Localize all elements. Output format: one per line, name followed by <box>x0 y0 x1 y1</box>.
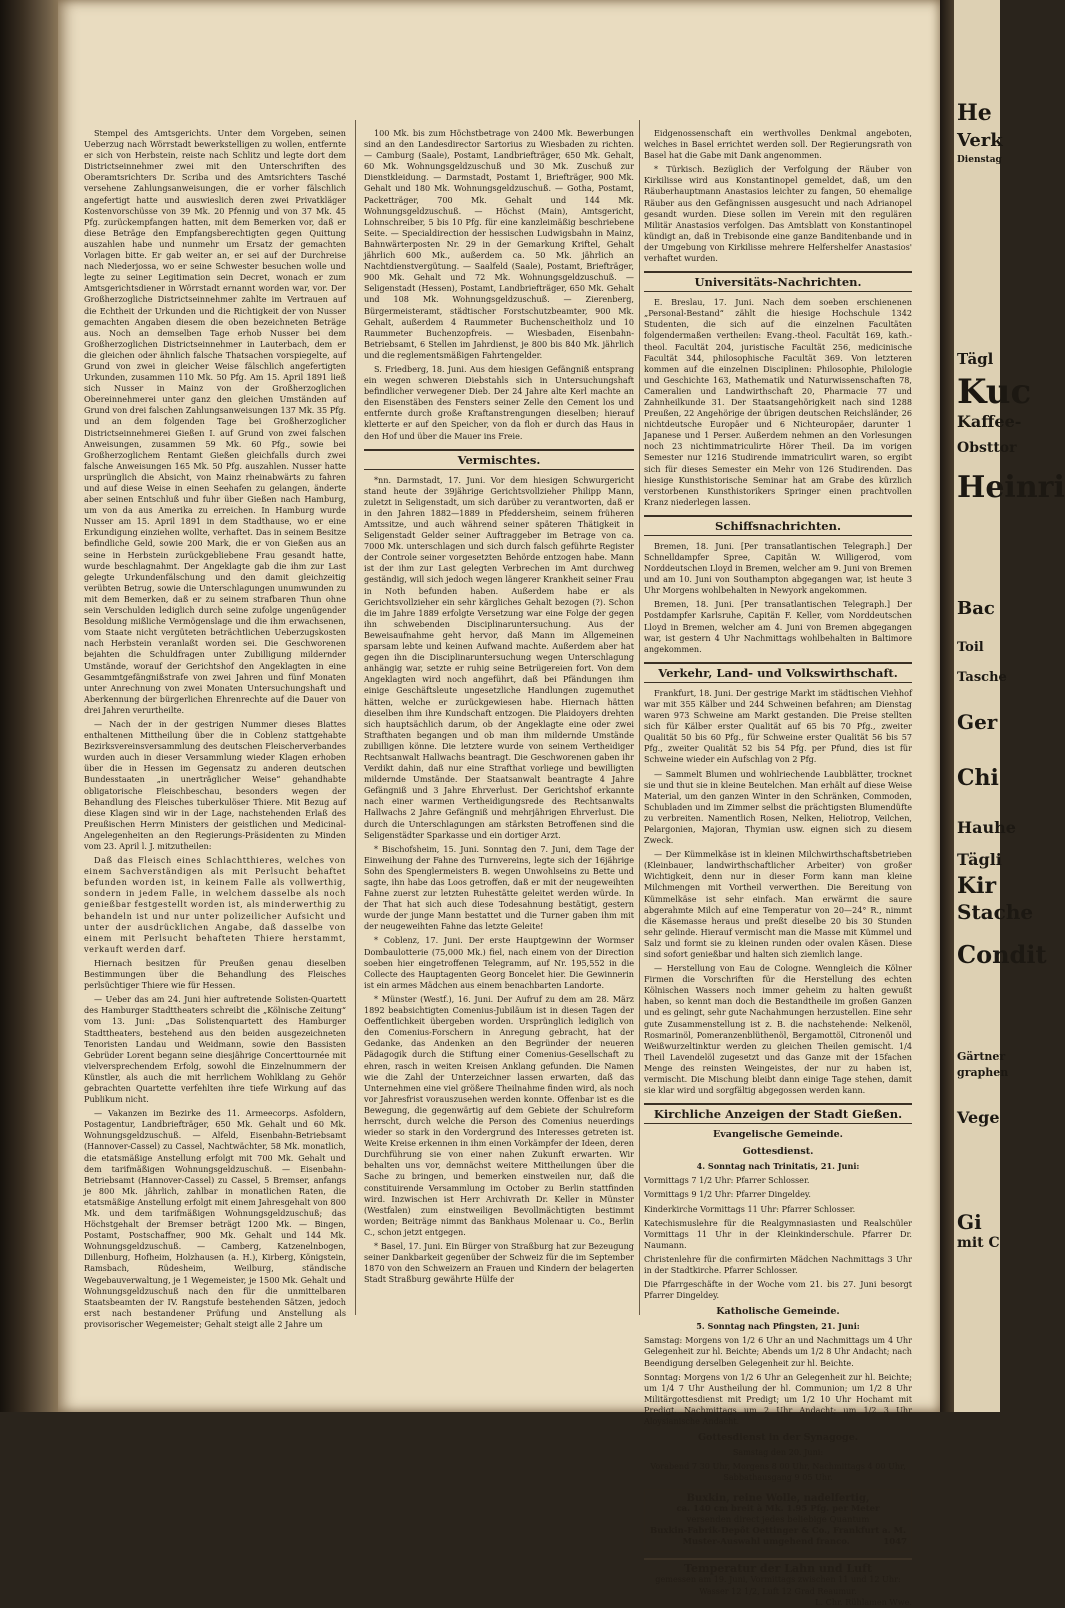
column-rule <box>355 120 356 1315</box>
service-line: Sonntag: Morgens von 1/2 6 Uhr an Gelegenheit zur hl. Beichte; um 1/4 7 Uhr Austheilung der hl. Communion; um 1/2 8 Uhr Militärgottesdienst mit Predigt; um 1/2 10 Uhr Hochamt mit Predigt. Nachmittags um 2 Uhr Andacht; um 1/2 3 Uhr Aloysianische Andacht. <box>644 1371 912 1426</box>
fragment-text: Chi <box>957 765 999 791</box>
article-paragraph: — Nach der in der gestrigen Nummer dieses Blattes enthaltenen Mittheilung über die in Coblenz stattgehabte Bezirksvereinsversammlung des deutschen Fleischerverbandes wurden auch in dieser Versammlung wieder Klagen erhoben über die in Hessen im Gegensatz zu anderen deutschen Bundesstaaten „in unerträglicher Weise“ gehandhabte obligatorische Fleischbeschau, besonders wegen der Behandlung des Fleisches tuberkulöser Thiere. Mit Bezug auf diese Klagen sind wir in der Lage, nachstehenden Erlaß des Preußischen Herrn Ministers der geistlichen und Medicinal-Angelegenheiten an den Regierungs-Präsidenten zu Minden vom 23. April l. J. mitzutheilen: <box>84 718 346 851</box>
column-3 <box>644 128 912 1607</box>
fragment-text: graphen <box>957 1066 1009 1079</box>
section-heading-vermischtes: Vermischtes. <box>364 449 634 470</box>
facing-page <box>954 0 1065 1412</box>
ad-line: Buxkin, reine Wolle, nadelfertig, <box>686 1493 870 1505</box>
subheading-evangelisch: Evangelische Gemeinde. <box>713 1129 843 1141</box>
fragment-text: Heinri <box>957 470 1065 505</box>
service-line: Kinderkirche Vormittags 11 Uhr: Pfarrer Schlosser. <box>644 1203 856 1214</box>
service-line: Samstag den 20. Juni: <box>732 1447 824 1458</box>
section-heading-schiffsnachrichten: Schiffsnachrichten. <box>644 515 912 536</box>
fragment-text: Obsttor <box>957 440 1017 456</box>
fragment-text: mit C <box>957 1235 1000 1251</box>
service-line: Christenlehre für die confirmirten Mädchen Nachmittags 3 Uhr in der Stadtkirche. Pfarrer Schlosser. <box>644 1253 912 1275</box>
service-line: Die Pfarrgeschäfte in der Woche vom 21. bis 27. Juni besorgt Pfarrer Dingeldey. <box>644 1279 912 1301</box>
article-paragraph: S. Friedberg, 18. Juni. Aus dem hiesigen Gefängniß entsprang ein wegen schweren Diebstahls sich in Untersuchungshaft befindlicher verwegener Dieb. Der 24 Jahre alte Kerl machte an den Eisenstäben des Fensters seiner Zelle den Cement los und entfernte durch große Kraftanstrengungen dieselben; hierauf kletterte er auf den Speicher, von da floh er durch das Haus in den Hof und über die Mauer ins Freie. <box>364 363 634 441</box>
service-line: 4. Sonntag nach Trinitatis, 21. Juni: <box>696 1161 860 1172</box>
article-paragraph: Bremen, 18. Juni. [Per transatlantischen Telegraph.] Der Postdampfer Karlsruhe, Capitän F. Keller, vom Norddeutschen Lloyd in Bremen, welcher am 4. Juni von Bremen abgegangen war, ist gestern 4 Uhr Nachmittags wohlbehalten in Baltimore angekommen. <box>644 599 912 654</box>
fragment-text: Condit <box>957 940 1047 969</box>
service-line: Vormittags 9 1/2 Uhr: Pfarrer Dingeldey. <box>644 1189 811 1200</box>
column-1 <box>84 128 346 1329</box>
article-paragraph: * Türkisch. Bezüglich der Verfolgung der Räuber von Kirkilisse wird aus Konstantinopel gemeldet, daß, um den Räuberhauptmann Anastasios leichter zu fangen, 50 ehemalige Räuber aus den Gefängnissen ausgesucht und nach Adrianopel gesandt wurden. Diese sollen im Verein mit den regulären Militär Anastasios verfolgen. Das Amtsblatt von Konstantinopel kündigt an, daß in Trebisonde eine ganze Banditenbande und in der Umgebung von Kirkilisse mehrere Helfershelfer Anastasios' verhaftet wurden. <box>644 164 912 264</box>
article-paragraph: — Herstellung von Eau de Cologne. Wenngleich die Kölner Firmen die Vorschriften für die Herstellung des echten Kölnischen Wassers noch immer geheim zu halten gewußt haben, so kennt man doch die Bestandtheile im großen Ganzen und es gelingt, sehr gute Nachahmungen herzustellen. Eine sehr gute Zusammenstellung ist z. B. die nachstehende: Nelkenöl, Rosmarinöl, Pomeranzenblüthenöl, Bergamottöl, Citronenöl und Weißwurzeltinktur werden zu gleichen Theilen gemischt. 1/4 Theil Lavendelöl zugesetzt und das Ganze mit der 15fachen Menge des reinsten Weingeistes, der nur zu haben ist, vermischt. Die Mischung bleibt dann einige Tage stehen, damit sie klar wird und sorgfältig abgegossen werden kann. <box>644 963 912 1096</box>
subheading-synagoge: Gottesdienst in der Synagoge. <box>697 1432 859 1444</box>
fragment-text: Tasche <box>957 670 1007 685</box>
fragment-text: Gi <box>957 1210 982 1234</box>
column-2 <box>364 128 634 1313</box>
fragment-text: Tägli <box>957 850 1002 869</box>
fragment-text: Verk <box>957 130 1003 151</box>
article-paragraph: * Münster (Westf.), 16. Juni. Der Aufruf zu dem am 28. März 1892 beabsichtigten Comenius-Jubiläum ist in diesen Tagen der Oeffentlichkeit übergeben worden. Ursprünglich lediglich von den Comenius-Forschern in Anregung gebracht, hat der Gedanke, das Andenken an den Begründer der neueren Pädagogik durch die Stiftung einer Comenius-Gesellschaft zu ehren, rasch in weiten Kreisen Anklang gefunden. Die Namen wie die Zahl der Unterzeichner lassen erwarten, daß das Unternehmen eine viel größere Theilnahme finden wird, als noch vor Jahresfrist vorauszusehen werden konnte. Offenbar ist es die Bewegung, die gegenwärtig auf dem Gebiete der Schulreform herrscht, durch welche die Person des Comenius neuerdings wieder so stark in den Vordergrund des Interesses getreten ist. Weite Kreise erkennen in ihm einen Vorkämpfer der Ideen, deren Durchführung sie von einer nahen Zukunft erwarten. Wir behalten uns vor, demnächst weitere Mittheilungen über die Sache zu bringen, und bemerken einstweilen nur, daß die constituirende Versammlung im October zu Berlin stattfinden wird. Inzwischen ist Herr Archivrath Dr. Keller in Münster (Westfalen) zum einstweiligen Bevollmächtigten bestimmt worden; Beiträge nimmt das Bankhaus Molenaar u. Co., Berlin C., schon jetzt entgegen. <box>364 993 634 1237</box>
article-paragraph: Eidgenossenschaft ein werthvolles Denkmal angeboten, welches in Basel errichtet werden soll. Der Regierungsrath von Basel hat die Gabe mit Dank angenommen. <box>644 128 912 161</box>
article-paragraph: Bremen, 18. Juni. [Per transatlantischen Telegraph.] Der Schnelldampfer Spree, Capitän W. Willigerod, vom Norddeutschen Lloyd in Bremen, welcher am 9. Juni von Bremen und am 10. Juni von Southampton abgegangen war, ist heute 3 Uhr Morgens wohlbehalten in Newyork angekommen. <box>644 540 912 596</box>
fragment-text: Vege <box>957 1108 1000 1127</box>
article-paragraph: * Bischofsheim, 15. Juni. Sonntag den 7. Juni, dem Tage der Einweihung der Fahne des Turnvereins, legte sich der 16jährige Sohn des Spenglermeisters B. wegen Unwohlseins zu Bette und sagte, ihn habe das Loos getroffen, daß er mit der neugeweihten Fahne zuerst zur letzten Ruhestätte geleitet werden würde. In der That hat sich auch diese Todesahnung bestätigt, gestern wurde der junge Mann bestattet und die Turner gaben ihm mit der neugeweihten Fahne das letzte Geleite! <box>364 843 634 932</box>
article-paragraph: E. Breslau, 17. Juni. Nach dem soeben erschienenen „Personal-Bestand“ zählt die hiesige Hochschule 1342 Studenten, die sich auf die einzelnen Facultäten folgendermaßen vertheilen: Evang.-theol. Facultät 169, kath.-theol. Facultät 204, juristische Facultät 256, medicinische Facultät 344, philosophische Facultät 369. Von letzteren kommen auf die einzelnen Disciplinen: Philosophie, Philologie und Geschichte 163, Mathematik und Naturwissenschaften 78, Cameralien und Landwirthschaft 20, Pharmacie 77 und Zahnheilkunde 31. Der Staatsangehörigkeit nach sind 1288 Preußen, 22 Angehörige der übrigen deutschen Reichsländer, 26 nichtdeutsche Europäer und 6 Nichteuropäer, darunter 1 Japanese und 1 Perser. Außerdem nehmen an den Vorlesungen noch 23 nichtimmatriculirte Hörer Theil. Da im vorigen Semester nur 1216 Studirende immatriculirt waren, so ergibt sich für dieses Semester ein Mehr von 126 Studirenden. Das hiesige Kunsthistorische Seminar hat am Grabe des kürzlich verstorbenen Kunsthistorikers Springer einen prachtvollen Kranz niederlegen lassen. <box>644 297 912 507</box>
article-paragraph: — Der Kümmelkäse ist in kleinen Milchwirthschaftsbetrieben (Kleinbauer, landwirthschaftlicher Arbeiter) von großer Wichtigkeit, denn nur in dieser Form kann man kleine Milchmengen mit Vortheil verwerthen. Die Bereitung von Kümmelkäse ist sehr einfach. Man erwärmt die saure abgerahmte Milch auf eine Temperatur von 20—24° R., nimmt die Käsemasse heraus und preßt dieselbe 20 bis 30 Stunden sehr gelinde. Hierauf vermischt man die Masse mit Kümmel und Salz und formt sie zu kleinen runden oder ovalen Käsen. Diese sind sofort genießbar und halten sich ziemlich lange. <box>644 849 912 959</box>
article-paragraph: Frankfurt, 18. Juni. Der gestrige Markt im städtischen Viehhof war mit 355 Kälber und 244 Schweinen befahren; am Dienstag waren 973 Schweine am Markt gestanden. Die Preise stellten sich für Kälber erster Qualität auf 65 bis 70 Pfg., zweiter Qualität 50 bis 60 Pfg., für Schweine erster Qualität 56 bis 57 Pfg., zweiter Qualität 52 bis 54 Pfg. per Pfund, dies ist für Schweine wieder ein Aufschlag von 2 Pfg. <box>644 687 912 765</box>
article-paragraph: * Coblenz, 17. Juni. Der erste Hauptgewinn der Wormser Dombaulotterie (75,000 Mk.) fiel, nach einem von der Direction soeben hier eingetroffenen Telegramm, auf Nr. 195,552 in die Collecte des Hauptagenten Georg Boncelet hier. Die Gewinnerin ist ein armes Mädchen aus einem benachbarten Landorte. <box>364 935 634 990</box>
article-paragraph: * Basel, 17. Juni. Ein Bürger von Straßburg hat zur Bezeugung seiner Dankbarkeit gegenüber der Schweiz für die im September 1870 von den Schweizern an Frauen und Kindern der belagerten Stadt Straßburg gewährte Hülfe der <box>364 1241 634 1285</box>
page-gutter <box>940 0 954 1412</box>
fragment-text: Gärtner <box>957 1050 1006 1063</box>
article-paragraph: — Ueber das am 24. Juni hier auftretende Solisten-Quartett des Hamburger Stadttheaters schreibt die „Kölnische Zeitung“ vom 13. Juni: „Das Solistenquartett des Hamburger Stadttheaters, bestehend aus den beiden ausgezeichneten Tenoristen Landau und Weidmann, sowie den Bassisten Gebrüder Lorent begann seine diesjährige Concerttournée mit vielversprechendem Erfolg, sowohl die Einzelnummern der Künstler, als auch die mit herrlichem Wohlklang zu Gehör gebrachten Quartette verfehlten ihre tiefe Wirkung auf das Publikum nicht. <box>84 994 346 1105</box>
fragment-text: Dienstag <box>957 155 1002 165</box>
temperature-title: Temperatur der Lahn und Luft <box>644 1558 912 1574</box>
ad-number: 1047 <box>883 1537 907 1548</box>
fragment-text: Kuc <box>957 372 1032 412</box>
fragment-text: Kaffee- <box>957 412 1022 431</box>
ad-line <box>649 1537 907 1548</box>
advertisement-buxkin <box>644 1489 912 1552</box>
section-heading-universitaet: Universitäts-Nachrichten. <box>644 271 912 292</box>
article-paragraph: — Sammelt Blumen und wohlriechende Laubblätter, trocknet sie und thut sie in kleine Beutelchen. Man erhält auf diese Weise Material, um den ganzen Winter in den Schränken, Commoden, Schubladen und im Zimmer selbst die prächtigsten Blumendüfte zu verbreiten. Namentlich Rosen, Nelken, Heliotrop, Veilchen, Pelargonien, Majoran, Thymian usw. eignen sich zu diesem Zweck. <box>644 768 912 846</box>
article-quote: Daß das Fleisch eines Schlachtthieres, welches von einem Sachverständigen als mit Perlsucht behaftet befunden worden ist, in keinem Falle als vollwerthig, sondern in jedem Falle, in welchem dasselbe als noch genießbar festgestellt worden ist, als minderwerthig zu behandeln ist und nur unter polizeilicher Aufsicht und unter der ausdrücklichen Angabe, daß dasselbe von einem mit Perlsucht behafteten Thiere herstammt, verkauft werden darf. <box>84 855 346 954</box>
temperature-notice <box>644 1558 912 1607</box>
fragment-text: Toil <box>957 640 984 655</box>
fragment-text: He <box>957 100 992 126</box>
section-heading-kirchliche: Kirchliche Anzeigen der Stadt Gießen. <box>644 1103 912 1124</box>
service-line: Vormittags 7 1/2 Uhr: Pfarrer Schlosser. <box>644 1175 810 1186</box>
service-line: Katechismuslehre für die Realgymnasiasten und Realschüler Vormittags 11 Uhr in der Kleinkinderschule. Pfarrer Dr. Naumann. <box>644 1217 912 1250</box>
ad-line: versenden direct jedes beliebige Quantum <box>686 1515 870 1526</box>
article-paragraph: *nn. Darmstadt, 17. Juni. Vor dem hiesigen Schwurgericht stand heute der 39jährige Gerichtsvollzieher Philipp Mann, zuletzt in Seligenstadt, um sich darüber zu verantworten, daß er in den Jahren 1882—1889 in Pfeddersheim, seinem früheren Amtssitze, und auch während seiner späteren Thätigkeit in Seligenstadt Gelder seiner Auftraggeber im Betrage von ca. 7000 Mk. unterschlagen und sich durch falsch geführte Register der Controle seiner vorgesetzten Behörde entzogen habe. Mann ist der ihm zur Last gelegten Verbrechen im Amt durchweg geständig, will sich jedoch wegen längerer Krankheit seiner Frau in Noth befunden haben. Außerdem habe er als Gerichtsvollzieher ein sehr kärgliches Gehalt bezogen (?). Schon die im Jahre 1889 erfolgte Versetzung war eine Folge der gegen ihn schwebenden Disciplinaruntersuchung. Aus der Beweisaufnahme geht hervor, daß Mann im Allgemeinen sparsam lebte und keinen Aufwand machte. Außerdem aber hat gegen ihn die Disciplinaruntersuchung wegen Unterschlagung anhängig war, setzte er ruhig seine Betrügereien fort. Von dem Angeklagten wird noch angeführt, daß bei Pfändungen ihm einige Geschäftsleute ungesetzliche Handlungen zugemuthet hätten, welche er zurückgewiesen habe. Hiernach hätten dieselben ihm ihre Kundschaft entzogen. Die Plaidoyers drehten sich hauptsächlich darum, ob der Angeklagte eine oder zwei Strafthaten begangen und ob man ihm mildernde Umstände zubilligen könne. Die letztere wurde von seinem Vertheidiger Rechtsanwalt Hallwachs beantragt. Die Geschworenen gaben ihr Verdikt dahin, daß nur eine Strafthat vorliege und bewilligten mildernde Umstände. Der Staatsanwalt beantragte 4 Jahre Gefängniß und 3 Jahre Ehrverlust. Der Gerichtshof erkannte nach einer warmen Vertheidigungsrede des Rechtsanwalts Hallwachs 2 Jahre Gefängniß und mehrjährigen Ehrverlust. Die durch die Unterschlagungen am stärksten Betroffenen sind die Seligenstädter Sparkasse und ein dortiger Arzt. <box>364 474 634 840</box>
subheading-katholisch: Katholische Gemeinde. <box>716 1306 840 1318</box>
service-line: Vorabend 7 30 Uhr, Morgens 8 00 Uhr, Nachmittags 4 00 Uhr, Sabbathausgang 9 05 Uhr. <box>650 1461 906 1483</box>
fragment-text: Tägl <box>957 350 994 368</box>
fragment-text: Hauhe <box>957 818 1016 837</box>
ad-line: Buxkin-Fabrik-Depôt Oettinger & Co., Frankfurt a. M. <box>650 1526 906 1537</box>
book-spine <box>0 0 58 1412</box>
temperature-signature: L. Chr. Rühlamen Wwe. <box>815 1596 912 1607</box>
article-paragraph: Stempel des Amtsgerichts. Unter dem Vorgeben, seinen Ueberzug nach Wörrstadt bewerkstelligen zu wollen, entfernte er sich von Herbstein, reiste nach Schlitz und legte dort dem Districtseinnehmer zwei mit den Unterschriften des Oberamtsrichters Dr. Scriba und des Amtsrichters Tasché versehene Zahlungsanweisungen, die er vorher fälschlich angefertigt hatte und auswieslich deren zwei Privatkläger Kostenvorschüsse von 39 Mk. 20 Pfennig und von 37 Mk. 45 Pfg. zurückempfangen hatten, mit dem Bemerken vor, daß er diese Beträge den Empfangsberechtigten gegen Quittung auszahlen habe und nunmehr um Ersatz der gemachten Vorlagen bitte. Er gab weiter an, er sei auf der Durchreise nach Niederjossa, wo er seine Schwester besuchen wolle und legte zu seiner Legitimation sein Decret, wonach er zum Amtsgerichtsdiener in Wörrstadt ernannt worden war, vor. Der Großherzogliche Districtseinnehmer zahlte im Vertrauen auf die Echtheit der Urkunden und die Richtigkeit der von Nusser gemachten Angaben diesem die oben bezeichneten Beträge aus. Noch an demselben Tage erhob Nusser bei dem Großherzoglichen Districtseinnehmer in Lauterbach, dem er die gleichen oder ähnlich falsche Thatsachen vorspiegelte, auf Grund von zwei in gleicher Weise fälschlich angefertigten Urkunden, zusammen 110 Mk. 50 Pfg. Am 15. April 1891 ließ sich Nusser in Mainz von der Großherzoglichen Obereinnehmerei unter ganz den gleichen Umständen auf Grund von drei falschen Zahlungsanweisungen 137 Mk. 35 Pfg. und an dem folgenden Tage bei Großherzoglicher Districtseinnehmerei Gießen I. auf Grund von zwei falschen Anweisungen, zusammen 59 Mk. 60 Pfg., sowie bei Großherzoglichem Rentamt Gießen gleichfalls durch zwei falsche Anweisungen 165 Mk. 50 Pfg. auszahlen. Nusser hatte ursprünglich die Absicht, von Mainz rheinabwärts zu fahren und auf diese Weise in einen Seehafen zu gelangen, änderte aber seinen Entschluß und fuhr über Gießen nach Hamburg, um von da aus Amerika zu erreichen. In Hamburg wurde Nusser am 15. April 1891 in dem Stadthause, wo er eine Erkundigung einziehen wollte, verhaftet. Das in seinem Besitze befindliche Geld, sowie 200 Mark, die er von Gießen aus an seine in Herbstein zurückgebliebene Frau gesandt hatte, wurde beschlagnahmt. Der Angeklagte gab die ihm zur Last gelegte Urkundenfälschung und den damit gleichzeitig verübten Betrug, sowie die Unterschlagungen unumwunden zu mit dem Bemerken, daß er zu seinem strafbaren Thun ohne sein Verschulden lediglich durch seine zufolge ungenügender Besoldung mißliche Vermögenslage und die ihm erwachsenen, vom Staate nicht vergüteten beträchtlichen Ueberzugskosten nach Herbstein veranlaßt worden sei. Die Geschworenen bejahten die Schuldfragen unter Zubilligung mildernder Umstände, worauf der Gerichtshof den Angeklagten in eine Gesammtgefängnißstrafe von zwei Jahren und fünf Monaten unter Anrechnung von zwei Monaten Untersuchungshaft und Aberkennung der bürgerlichen Ehrenrechte auf die Dauer von drei Jahren verurtheilte. <box>84 128 346 715</box>
column-rule <box>639 120 640 1315</box>
section-heading-verkehr: Verkehr, Land- und Volkswirthschaft. <box>644 662 912 683</box>
temperature-text: gemessen am 19. Juni, Vormittags zwischen 11 und 12 Uhr: Wasser 12 1/2, Luft 12 Grad Reaumur. <box>655 1574 901 1596</box>
article-paragraph: Hiernach besitzen für Preußen genau dieselben Bestimmungen über die Behandlung des Fleisches perlsüchtiger Thiere wie für Hessen. <box>84 957 346 991</box>
service-line: 5. Sonntag nach Pfingsten, 21. Juni: <box>696 1321 860 1332</box>
article-paragraph: 100 Mk. bis zum Höchstbetrage von 2400 Mk. Bewerbungen sind an den Landesdirector Sartorius zu Wiesbaden zu richten. — Camburg (Saale), Postamt, Landbriefträger, 650 Mk. Gehalt, 60 Mk. Wohnungsgeldzuschuß und 30 Mk. Zuschuß zur Dienstkleidung. — Darmstadt, Postamt 1, Briefträger, 900 Mk. Gehalt und 180 Mk. Wohnungsgeldzuschuß. — Gotha, Postamt, Packetträger, 700 Mk. Gehalt und 144 Mk. Wohnungsgeldzuschuß. — Höchst (Main), Amtsgericht, Lohnschreiber, 5 bis 10 Pfg. für eine kanzleimäßig beschriebene Seite. — Specialdirection der hessischen Ludwigsbahn in Mainz, Bahnwärterposten Nr. 29 in der Gemarkung Kriftel, Gehalt jährlich 600 Mk., außerdem ca. 50 Mk. jährlich an Nachtdienstvergütung. — Saalfeld (Saale), Postamt, Briefträger, 900 Mk. Gehalt und 72 Mk. Wohnungsgeldzuschuß. — Seligenstadt (Hessen), Postamt, Landbriefträger, 650 Mk. Gehalt und 108 Mk. Wohnungsgeldzuschuß. — Zierenberg, Bürgermeisteramt, städtischer Forstschutzbeamter, 900 Mk. Gehalt, außerdem 4 Raummeter Buchenscheitholz und 10 Raummeter Buchenzopfreis. — Wiesbaden, Eisenbahn-Betriebsamt, 6 Stellen im Jahrdienst, je 800 bis 840 Mk. jährlich und die reglementsmäßigen Fahrtengelder. <box>364 128 634 360</box>
fragment-text: Ger <box>957 710 998 734</box>
fragment-text: Bac <box>957 598 995 619</box>
ad-line-text: Muster-Auswahl umgehend franco. <box>682 1537 850 1548</box>
subheading-gottesdienst: Gottesdienst. <box>742 1146 814 1158</box>
article-paragraph: — Vakanzen im Bezirke des 11. Armeecorps. Asfoldern, Postagentur, Landbriefträger, 650 Mk. Gehalt und 60 Mk. Wohnungsgeldzuschuß. — Alfeld, Eisenbahn-Betriebsamt (Hannover-Cassel) zu Cassel, Nachtwächter, 58 Mk. monatlich, die etatsmäßige Anstellung erfolgt mit 700 Mk. Gehalt und dem tarifmäßigen Wohnungsgeldzuschuß. — Eisenbahn-Betriebsamt (Hannover-Cassel) zu Cassel, 5 Bremser, anfangs je 800 Mk. jährlich, zahlbar in monatlichen Raten, die etatsmäßige Anstellung erfolgt mit einem Jahresgehalt von 800 Mk. und dem tarifmäßigen Wohnungsgeldzuschuß; das Höchstgehalt der Bremser beträgt 1200 Mk. — Bingen, Postamt, Postschaffner, 900 Mk. Gehalt und 144 Mk. Wohnungsgeldzuschuß. — Camberg, Katzenelnbogen, Dillenburg, Hofheim, Holzhausen (a. H.), Kirberg, Königstein, Ramsbach, Rüdesheim, Weilburg, ständische Wegebauverwaltung, je 1 Wegemeister, je 1500 Mk. Gehalt und Wohnungsgeldzuschuß nach den für die unmittelbaren Staatsbeamten der IV. Rangstufe bestehenden Sätzen, jedoch erst nach bestandener Prüfung und Anstellung als provisorischer Wegemeister; Gehalt steigt alle 2 Jahre um <box>84 1108 346 1329</box>
service-line: Samstag: Morgens von 1/2 6 Uhr an und Nachmittags um 4 Uhr Gelegenheit zur hl. Beichte; Abends um 1/2 8 Uhr Andacht; nach Beendigung derselben Gelegenheit zur hl. Beichte. <box>644 1335 912 1368</box>
fragment-text: Kir <box>957 873 997 899</box>
fragment-text: Stache <box>957 900 1034 924</box>
ad-line: ca. 140 cm breit à Mk. 1.95 Pfg. per Meter <box>676 1504 880 1515</box>
